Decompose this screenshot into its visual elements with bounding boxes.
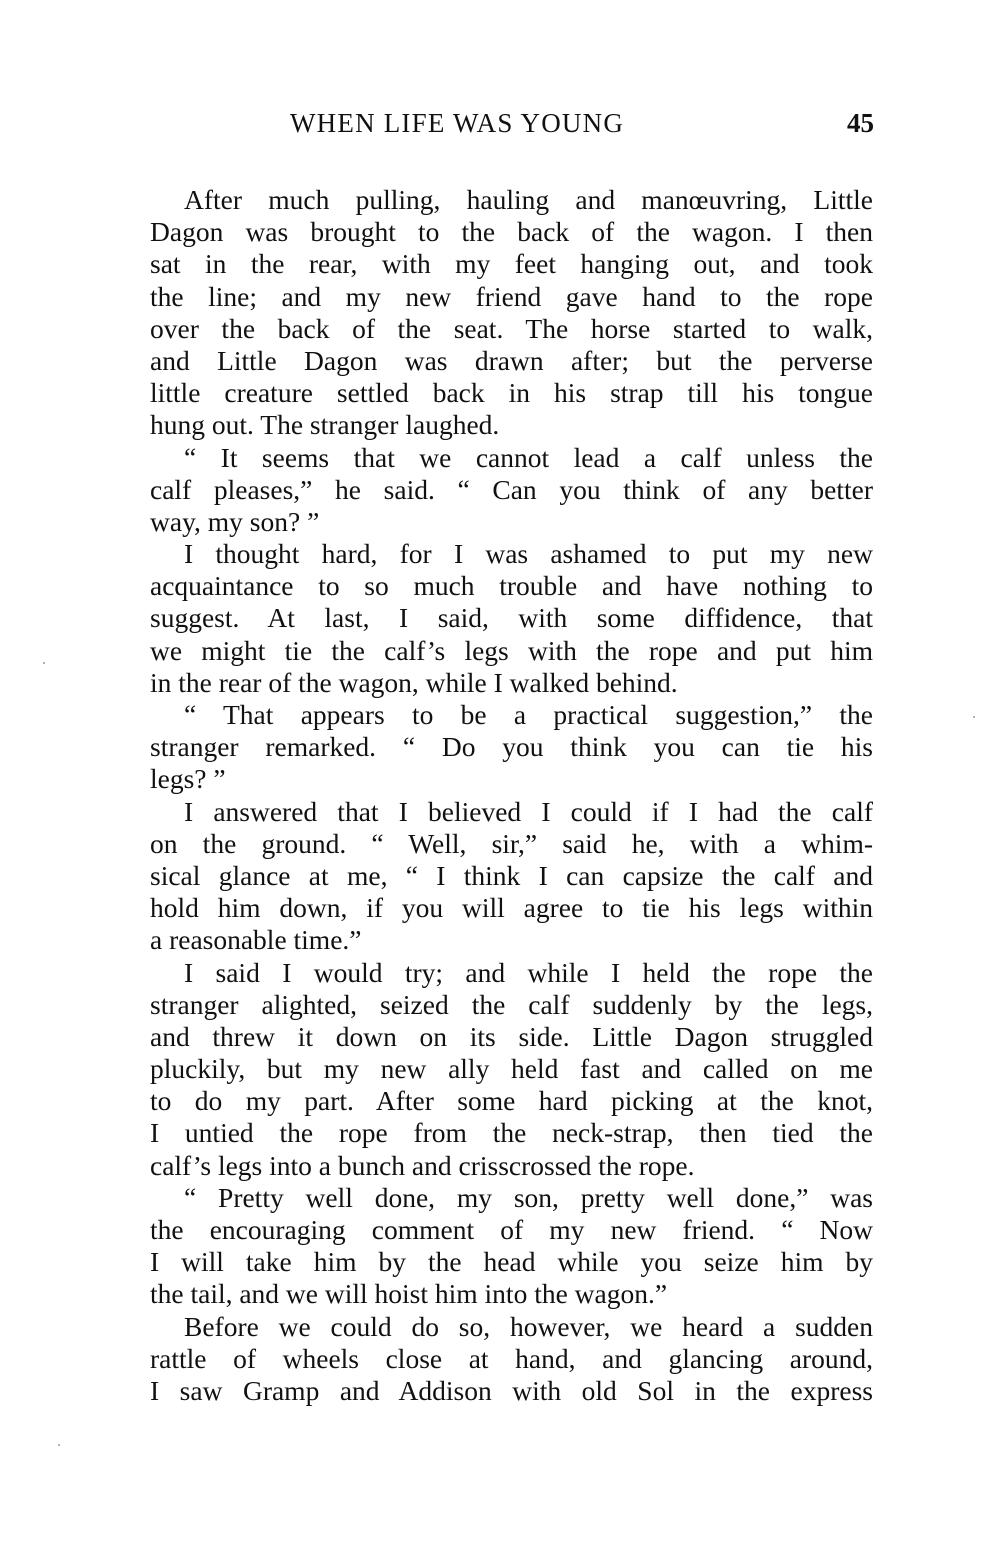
text-line: stranger alighted, seized the calf suddenly by the legs, (150, 988, 873, 1020)
text-line: calf’s legs into a bunch and crisscrossed the rope. (150, 1149, 695, 1181)
running-title: WHEN LIFE WAS YOUNG (290, 108, 625, 138)
text-line: suggest. At last, I said, with some diffidence, that (150, 602, 873, 634)
text-line: After much pulling, hauling and manœuvring, Little (184, 184, 873, 215)
text-line: Dagon was brought to the back of the wagon. I then (150, 216, 873, 248)
body-text (150, 184, 873, 1407)
text-line: sical glance at me, “ I think I can capsize the calf and (150, 859, 873, 891)
text-line: stranger remarked. “ Do you think you can tie his (150, 731, 873, 763)
text-line: the tail, and we will hoist him into the wagon.” (150, 1278, 668, 1310)
text-line: hold him down, if you will agree to tie his legs within (150, 892, 873, 924)
page-number: 45 (847, 108, 874, 138)
text-line: I said I would try; and while I held the rope the (184, 956, 873, 988)
text-line: I saw Gramp and Addison with old Sol in the express (150, 1374, 873, 1406)
text-line: and Little Dagon was drawn after; but the perverse (150, 344, 873, 376)
text-line: we might tie the calf’s legs with the rope and put him (150, 634, 873, 666)
text-line: acquaintance to so much trouble and have nothing to (150, 570, 873, 602)
text-line: “ That appears to be a practical suggestion,” the (184, 699, 873, 730)
text-line: in the rear of the wagon, while I walked behind. (150, 666, 678, 698)
text-line: calf pleases,” he said. “ Can you think of any better (150, 473, 873, 505)
text-line: on the ground. “ Well, sir,” said he, with a whim- (150, 827, 873, 859)
text-line: I answered that I believed I could if I had the calf (184, 795, 873, 827)
text-line: “ Pretty well done, my son, pretty well done,” was (184, 1181, 873, 1213)
text-line: rattle of wheels close at hand, and glancing around, (150, 1342, 873, 1374)
text-line: over the back of the seat. The horse started to walk, (150, 312, 873, 344)
text-line: legs? ” (150, 763, 226, 795)
text-line: way, my son? ” (150, 505, 320, 537)
text-line: the encouraging comment of my new friend. “ Now (150, 1214, 873, 1245)
running-head (290, 108, 880, 148)
scan-speck (43, 662, 45, 664)
text-line: I will take him by the head while you seize him by (150, 1246, 873, 1278)
text-line: little creature settled back in his strap till his tongue (150, 377, 873, 409)
text-line: pluckily, but my new ally held fast and called on me (150, 1053, 873, 1085)
text-line: I thought hard, for I was ashamed to put my new (184, 538, 873, 570)
scan-speck (973, 716, 975, 718)
text-line: a reasonable time.” (150, 924, 362, 956)
text-line: hung out. The stranger laughed. (150, 409, 500, 441)
text-line: I untied the rope from the neck-strap, then tied the (150, 1117, 873, 1149)
text-line: sat in the rear, with my feet hanging out, and took (150, 248, 873, 280)
text-line: Before we could do so, however, we heard a sudden (184, 1310, 873, 1342)
scan-speck (58, 1444, 60, 1446)
text-line: to do my part. After some hard picking at the knot, (150, 1085, 873, 1117)
text-line: and threw it down on its side. Little Dagon struggled (150, 1020, 873, 1052)
text-line: the line; and my new friend gave hand to the rope (150, 280, 873, 312)
text-line: “ It seems that we cannot lead a calf unless the (184, 441, 873, 473)
